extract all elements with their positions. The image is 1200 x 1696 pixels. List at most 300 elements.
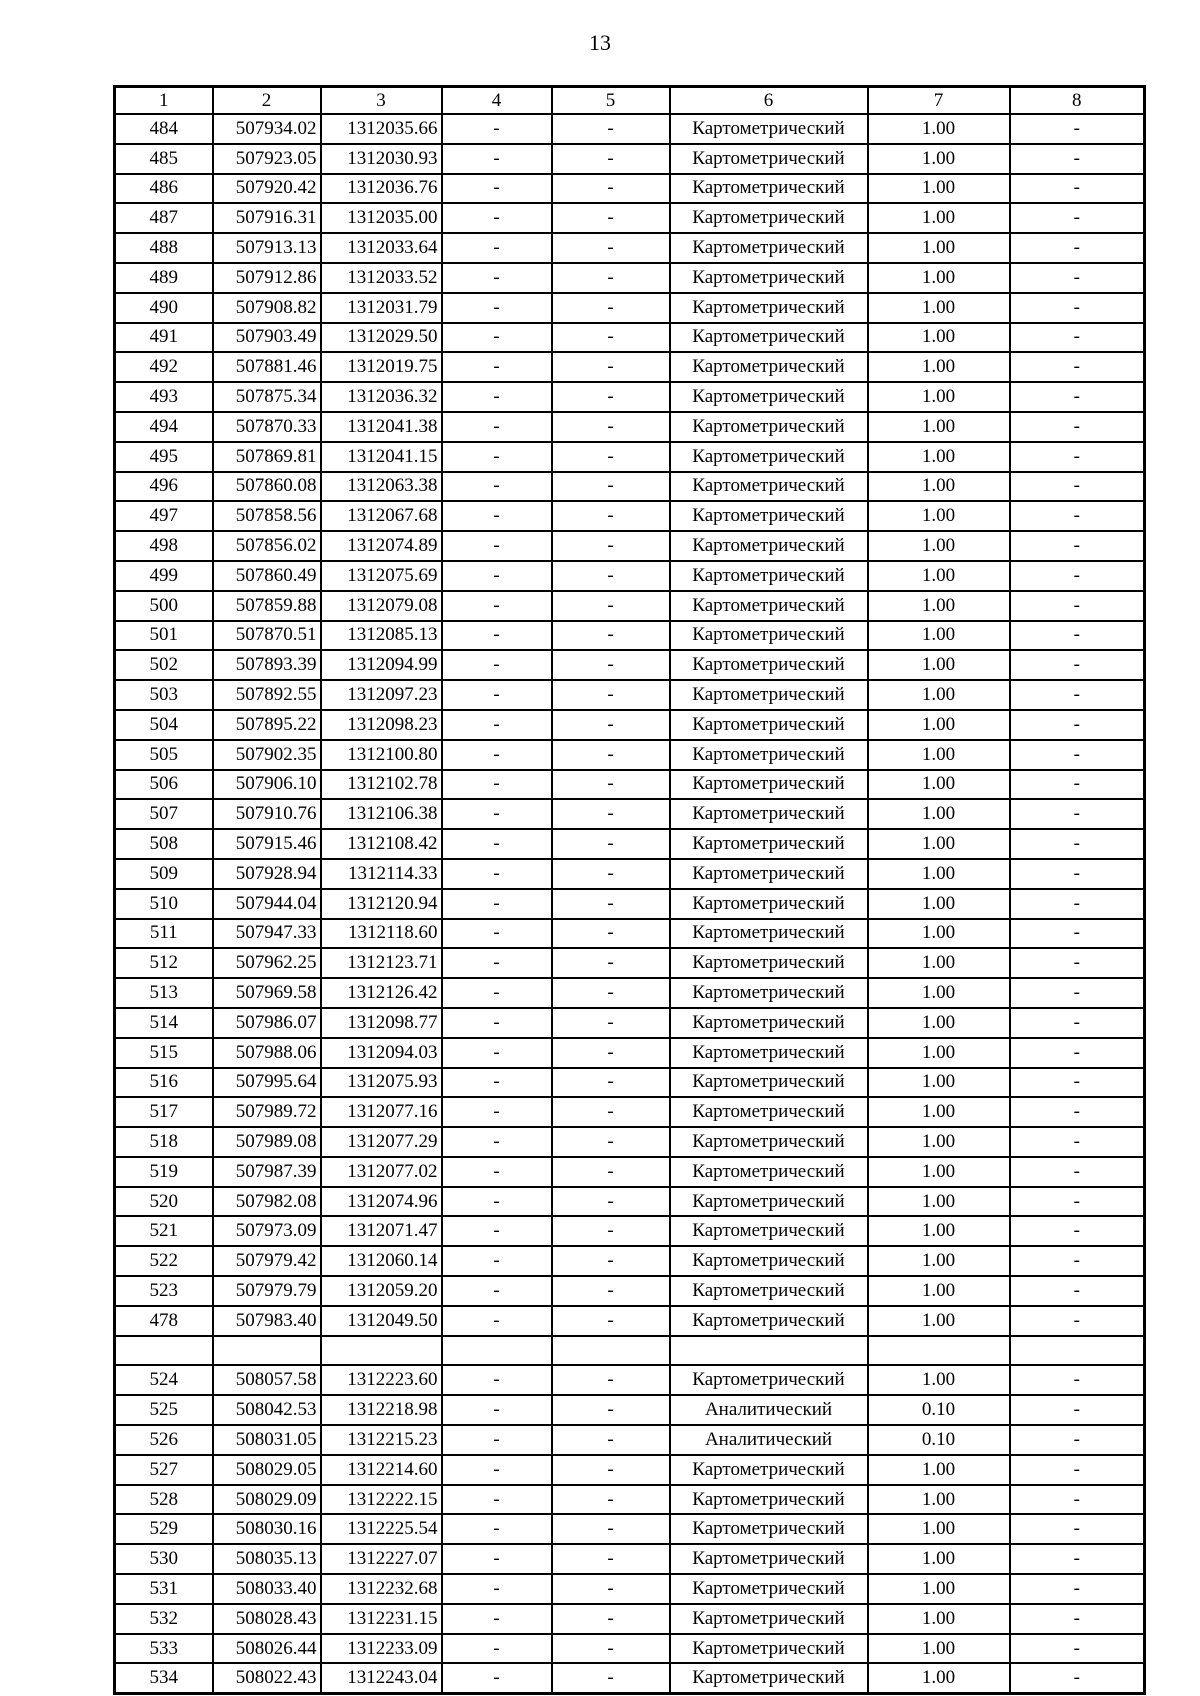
table-row	[115, 1097, 1145, 1127]
accuracy-cell: 1.00	[868, 770, 1010, 800]
method-cell: Картометрический	[670, 1306, 868, 1336]
point-number-cell: 513	[115, 978, 213, 1008]
col8-cell: -	[1010, 1216, 1145, 1246]
col5-cell: -	[552, 531, 670, 561]
point-number-cell: 485	[115, 144, 213, 174]
x-coordinate-cell: 507982.08	[213, 1187, 321, 1217]
col5-cell: -	[552, 1604, 670, 1634]
y-coordinate-cell: 1312035.66	[321, 114, 442, 144]
method-cell: Картометрический	[670, 442, 868, 472]
y-coordinate-cell: 1312075.93	[321, 1068, 442, 1098]
point-number-cell: 499	[115, 561, 213, 591]
col5-cell: -	[552, 1216, 670, 1246]
y-coordinate-cell: 1312227.07	[321, 1544, 442, 1574]
accuracy-cell: 1.00	[868, 1097, 1010, 1127]
col8-cell: -	[1010, 1455, 1145, 1485]
y-coordinate-cell: 1312218.98	[321, 1395, 442, 1425]
x-coordinate-cell: 507979.42	[213, 1246, 321, 1276]
col8-cell: -	[1010, 978, 1145, 1008]
col4-cell: -	[442, 799, 552, 829]
y-coordinate-cell: 1312074.89	[321, 531, 442, 561]
table-row	[115, 1514, 1145, 1544]
col4-cell: -	[442, 174, 552, 204]
accuracy-cell: 0.10	[868, 1395, 1010, 1425]
accuracy-cell: 1.00	[868, 889, 1010, 919]
table-row	[115, 680, 1145, 710]
method-cell: Картометрический	[670, 1038, 868, 1068]
col5-cell: -	[552, 1306, 670, 1336]
point-number-cell: 503	[115, 680, 213, 710]
method-cell: Картометрический	[670, 1008, 868, 1038]
col4-cell: -	[442, 1455, 552, 1485]
method-cell: Картометрический	[670, 978, 868, 1008]
table-row	[115, 382, 1145, 412]
col5-cell: -	[552, 829, 670, 859]
col4-cell: -	[442, 1544, 552, 1574]
col5-cell: -	[552, 680, 670, 710]
accuracy-cell: 1.00	[868, 829, 1010, 859]
point-number-cell: 487	[115, 203, 213, 233]
col8-cell: -	[1010, 948, 1145, 978]
col4-cell: -	[442, 889, 552, 919]
x-coordinate-cell: 507908.82	[213, 293, 321, 323]
method-cell: Картометрический	[670, 174, 868, 204]
accuracy-cell: 1.00	[868, 174, 1010, 204]
col8-cell	[1010, 1336, 1145, 1366]
method-cell: Картометрический	[670, 114, 868, 144]
y-coordinate-cell: 1312106.38	[321, 799, 442, 829]
method-cell: Картометрический	[670, 501, 868, 531]
table-row	[115, 1574, 1145, 1604]
col4-cell: -	[442, 144, 552, 174]
col4-cell: -	[442, 919, 552, 949]
accuracy-cell: 1.00	[868, 978, 1010, 1008]
col8-cell: -	[1010, 1604, 1145, 1634]
accuracy-cell: 1.00	[868, 591, 1010, 621]
col5-cell: -	[552, 323, 670, 353]
x-coordinate-cell: 507920.42	[213, 174, 321, 204]
x-coordinate-cell: 507881.46	[213, 352, 321, 382]
y-coordinate-cell: 1312077.29	[321, 1127, 442, 1157]
method-cell: Картометрический	[670, 144, 868, 174]
y-coordinate-cell: 1312118.60	[321, 919, 442, 949]
x-coordinate-cell	[213, 1336, 321, 1366]
y-coordinate-cell: 1312029.50	[321, 323, 442, 353]
accuracy-cell: 1.00	[868, 323, 1010, 353]
y-coordinate-cell: 1312041.15	[321, 442, 442, 472]
x-coordinate-cell: 507973.09	[213, 1216, 321, 1246]
page-number: 13	[589, 30, 611, 55]
y-coordinate-cell: 1312079.08	[321, 591, 442, 621]
x-coordinate-cell: 508026.44	[213, 1634, 321, 1664]
y-coordinate-cell: 1312094.03	[321, 1038, 442, 1068]
y-coordinate-cell: 1312120.94	[321, 889, 442, 919]
col4-cell: -	[442, 1485, 552, 1515]
y-coordinate-cell: 1312102.78	[321, 770, 442, 800]
method-cell: Картометрический	[670, 740, 868, 770]
table-row	[115, 442, 1145, 472]
table-row	[115, 829, 1145, 859]
col8-cell: -	[1010, 561, 1145, 591]
x-coordinate-cell: 507910.76	[213, 799, 321, 829]
col5-cell: -	[552, 1187, 670, 1217]
x-coordinate-cell: 507906.10	[213, 770, 321, 800]
table-row	[115, 1187, 1145, 1217]
col4-cell: -	[442, 859, 552, 889]
col4-cell: -	[442, 1068, 552, 1098]
col5-cell: -	[552, 203, 670, 233]
col5-cell: -	[552, 889, 670, 919]
y-coordinate-cell: 1312074.96	[321, 1187, 442, 1217]
accuracy-cell: 1.00	[868, 1514, 1010, 1544]
point-number-cell: 533	[115, 1634, 213, 1664]
col4-cell: -	[442, 1514, 552, 1544]
col4-cell: -	[442, 650, 552, 680]
accuracy-cell: 1.00	[868, 710, 1010, 740]
method-cell: Картометрический	[670, 382, 868, 412]
col8-cell: -	[1010, 1634, 1145, 1664]
method-cell: Картометрический	[670, 1216, 868, 1246]
col5-cell: -	[552, 1157, 670, 1187]
col5-cell: -	[552, 621, 670, 651]
col5-cell: -	[552, 859, 670, 889]
col4-cell: -	[442, 203, 552, 233]
x-coordinate-cell: 508029.05	[213, 1455, 321, 1485]
col5-cell: -	[552, 948, 670, 978]
col4-cell: -	[442, 1425, 552, 1455]
col8-cell: -	[1010, 1068, 1145, 1098]
table-row	[115, 561, 1145, 591]
y-coordinate-cell: 1312019.75	[321, 352, 442, 382]
y-coordinate-cell: 1312222.15	[321, 1485, 442, 1515]
accuracy-cell: 1.00	[868, 233, 1010, 263]
point-number-cell: 478	[115, 1306, 213, 1336]
col5-cell: -	[552, 1395, 670, 1425]
col8-cell: -	[1010, 591, 1145, 621]
point-number-cell: 511	[115, 919, 213, 949]
y-coordinate-cell: 1312071.47	[321, 1216, 442, 1246]
col4-cell	[442, 1336, 552, 1366]
x-coordinate-cell: 507859.88	[213, 591, 321, 621]
col5-cell: -	[552, 1663, 670, 1693]
col8-cell: -	[1010, 1365, 1145, 1395]
point-number-cell: 493	[115, 382, 213, 412]
y-coordinate-cell: 1312060.14	[321, 1246, 442, 1276]
column-header: 7	[868, 87, 1010, 115]
col5-cell: -	[552, 1365, 670, 1395]
col5-cell: -	[552, 650, 670, 680]
col5-cell: -	[552, 1008, 670, 1038]
method-cell: Картометрический	[670, 621, 868, 651]
method-cell: Картометрический	[670, 799, 868, 829]
col5-cell: -	[552, 352, 670, 382]
col4-cell: -	[442, 114, 552, 144]
col5-cell: -	[552, 740, 670, 770]
table-row	[115, 323, 1145, 353]
x-coordinate-cell: 507858.56	[213, 501, 321, 531]
col8-cell: -	[1010, 770, 1145, 800]
accuracy-cell: 1.00	[868, 1187, 1010, 1217]
table-row	[115, 621, 1145, 651]
point-number-cell: 524	[115, 1365, 213, 1395]
x-coordinate-cell: 507923.05	[213, 144, 321, 174]
col5-cell: -	[552, 919, 670, 949]
y-coordinate-cell: 1312094.99	[321, 650, 442, 680]
point-number-cell: 529	[115, 1514, 213, 1544]
col8-cell: -	[1010, 233, 1145, 263]
y-coordinate-cell: 1312243.04	[321, 1663, 442, 1693]
col5-cell: -	[552, 233, 670, 263]
x-coordinate-cell: 507903.49	[213, 323, 321, 353]
accuracy-cell: 1.00	[868, 1544, 1010, 1574]
method-cell: Картометрический	[670, 293, 868, 323]
col4-cell: -	[442, 1127, 552, 1157]
accuracy-cell: 1.00	[868, 1604, 1010, 1634]
col8-cell: -	[1010, 889, 1145, 919]
col5-cell: -	[552, 1574, 670, 1604]
col8-cell: -	[1010, 323, 1145, 353]
column-header: 8	[1010, 87, 1145, 115]
accuracy-cell: 1.00	[868, 948, 1010, 978]
col4-cell: -	[442, 1246, 552, 1276]
table-row	[115, 1425, 1145, 1455]
col4-cell: -	[442, 561, 552, 591]
table-row	[115, 233, 1145, 263]
col8-cell: -	[1010, 352, 1145, 382]
table-header-row	[115, 87, 1145, 115]
col4-cell: -	[442, 1008, 552, 1038]
method-cell: Картометрический	[670, 203, 868, 233]
col5-cell: -	[552, 442, 670, 472]
col5-cell: -	[552, 561, 670, 591]
y-coordinate-cell: 1312223.60	[321, 1365, 442, 1395]
point-number-cell: 521	[115, 1216, 213, 1246]
method-cell: Картометрический	[670, 829, 868, 859]
point-number-cell: 491	[115, 323, 213, 353]
table-row	[115, 144, 1145, 174]
y-coordinate-cell: 1312067.68	[321, 501, 442, 531]
accuracy-cell: 0.10	[868, 1425, 1010, 1455]
point-number-cell: 510	[115, 889, 213, 919]
table-row	[115, 1246, 1145, 1276]
point-number-cell: 530	[115, 1544, 213, 1574]
col8-cell: -	[1010, 1276, 1145, 1306]
point-number-cell: 508	[115, 829, 213, 859]
x-coordinate-cell: 507916.31	[213, 203, 321, 233]
x-coordinate-cell: 507928.94	[213, 859, 321, 889]
col8-cell: -	[1010, 1514, 1145, 1544]
col4-cell: -	[442, 770, 552, 800]
x-coordinate-cell: 508057.58	[213, 1365, 321, 1395]
col5-cell: -	[552, 1485, 670, 1515]
y-coordinate-cell: 1312077.16	[321, 1097, 442, 1127]
method-cell: Картометрический	[670, 1187, 868, 1217]
col5-cell: -	[552, 1068, 670, 1098]
method-cell: Картометрический	[670, 1276, 868, 1306]
x-coordinate-cell: 507902.35	[213, 740, 321, 770]
y-coordinate-cell: 1312075.69	[321, 561, 442, 591]
x-coordinate-cell: 507860.49	[213, 561, 321, 591]
y-coordinate-cell	[321, 1336, 442, 1366]
x-coordinate-cell: 507979.79	[213, 1276, 321, 1306]
column-header: 6	[670, 87, 868, 115]
col5-cell: -	[552, 1038, 670, 1068]
y-coordinate-cell: 1312033.64	[321, 233, 442, 263]
table-row	[115, 889, 1145, 919]
table-row	[115, 1604, 1145, 1634]
table-row	[115, 531, 1145, 561]
y-coordinate-cell: 1312036.32	[321, 382, 442, 412]
point-number-cell: 531	[115, 1574, 213, 1604]
col4-cell: -	[442, 948, 552, 978]
table-row	[115, 770, 1145, 800]
col5-cell: -	[552, 591, 670, 621]
y-coordinate-cell: 1312035.00	[321, 203, 442, 233]
accuracy-cell: 1.00	[868, 740, 1010, 770]
col5-cell: -	[552, 1544, 670, 1574]
x-coordinate-cell: 508030.16	[213, 1514, 321, 1544]
accuracy-cell: 1.00	[868, 919, 1010, 949]
table-row	[115, 710, 1145, 740]
x-coordinate-cell: 507947.33	[213, 919, 321, 949]
col8-cell: -	[1010, 1395, 1145, 1425]
table-row	[115, 1068, 1145, 1098]
method-cell: Картометрический	[670, 531, 868, 561]
x-coordinate-cell: 507895.22	[213, 710, 321, 740]
col5-cell: -	[552, 1276, 670, 1306]
point-number-cell: 527	[115, 1455, 213, 1485]
col8-cell: -	[1010, 859, 1145, 889]
method-cell: Картометрический	[670, 1663, 868, 1693]
x-coordinate-cell: 507875.34	[213, 382, 321, 412]
accuracy-cell: 1.00	[868, 114, 1010, 144]
x-coordinate-cell: 508042.53	[213, 1395, 321, 1425]
accuracy-cell: 1.00	[868, 382, 1010, 412]
col8-cell: -	[1010, 144, 1145, 174]
point-number-cell: 512	[115, 948, 213, 978]
col4-cell: -	[442, 680, 552, 710]
method-cell: Картометрический	[670, 1544, 868, 1574]
col8-cell: -	[1010, 650, 1145, 680]
accuracy-cell: 1.00	[868, 1485, 1010, 1515]
y-coordinate-cell: 1312049.50	[321, 1306, 442, 1336]
x-coordinate-cell: 507856.02	[213, 531, 321, 561]
col4-cell: -	[442, 829, 552, 859]
y-coordinate-cell: 1312108.42	[321, 829, 442, 859]
col8-cell: -	[1010, 740, 1145, 770]
col8-cell: -	[1010, 680, 1145, 710]
point-number-cell: 518	[115, 1127, 213, 1157]
x-coordinate-cell: 507870.33	[213, 412, 321, 442]
col8-cell: -	[1010, 114, 1145, 144]
method-cell: Картометрический	[670, 263, 868, 293]
point-number-cell: 522	[115, 1246, 213, 1276]
accuracy-cell: 1.00	[868, 1157, 1010, 1187]
accuracy-cell: 1.00	[868, 501, 1010, 531]
point-number-cell: 486	[115, 174, 213, 204]
accuracy-cell: 1.00	[868, 680, 1010, 710]
x-coordinate-cell: 507892.55	[213, 680, 321, 710]
y-coordinate-cell: 1312232.68	[321, 1574, 442, 1604]
table-row	[115, 174, 1145, 204]
method-cell: Картометрический	[670, 1127, 868, 1157]
point-number-cell: 534	[115, 1663, 213, 1693]
y-coordinate-cell: 1312098.77	[321, 1008, 442, 1038]
table-body	[115, 114, 1145, 1694]
col8-cell: -	[1010, 1187, 1145, 1217]
table-row	[115, 1634, 1145, 1664]
method-cell: Картометрический	[670, 352, 868, 382]
col8-cell: -	[1010, 501, 1145, 531]
table-row	[115, 114, 1145, 144]
method-cell: Картометрический	[670, 1068, 868, 1098]
col8-cell: -	[1010, 1097, 1145, 1127]
col4-cell: -	[442, 501, 552, 531]
col8-cell: -	[1010, 293, 1145, 323]
y-coordinate-cell: 1312114.33	[321, 859, 442, 889]
col8-cell: -	[1010, 1574, 1145, 1604]
method-cell: Картометрический	[670, 323, 868, 353]
point-number-cell: 484	[115, 114, 213, 144]
x-coordinate-cell: 507934.02	[213, 114, 321, 144]
accuracy-cell: 1.00	[868, 561, 1010, 591]
accuracy-cell: 1.00	[868, 799, 1010, 829]
accuracy-cell: 1.00	[868, 1365, 1010, 1395]
table-row	[115, 740, 1145, 770]
column-header: 4	[442, 87, 552, 115]
y-coordinate-cell: 1312059.20	[321, 1276, 442, 1306]
y-coordinate-cell: 1312030.93	[321, 144, 442, 174]
method-cell: Картометрический	[670, 1097, 868, 1127]
table-row	[115, 1038, 1145, 1068]
x-coordinate-cell: 508022.43	[213, 1663, 321, 1693]
x-coordinate-cell: 507962.25	[213, 948, 321, 978]
method-cell: Картометрический	[670, 1574, 868, 1604]
point-number-cell: 520	[115, 1187, 213, 1217]
col4-cell: -	[442, 531, 552, 561]
accuracy-cell: 1.00	[868, 1068, 1010, 1098]
table-row	[115, 1544, 1145, 1574]
x-coordinate-cell: 507983.40	[213, 1306, 321, 1336]
table-row	[115, 948, 1145, 978]
accuracy-cell: 1.00	[868, 352, 1010, 382]
col5-cell: -	[552, 472, 670, 502]
col8-cell: -	[1010, 174, 1145, 204]
col4-cell: -	[442, 1395, 552, 1425]
column-header: 3	[321, 87, 442, 115]
column-header: 2	[213, 87, 321, 115]
col8-cell: -	[1010, 442, 1145, 472]
method-cell: Картометрический	[670, 650, 868, 680]
y-coordinate-cell: 1312126.42	[321, 978, 442, 1008]
col5-cell: -	[552, 1634, 670, 1664]
col8-cell: -	[1010, 1544, 1145, 1574]
method-cell: Картометрический	[670, 233, 868, 263]
col8-cell: -	[1010, 919, 1145, 949]
x-coordinate-cell: 507987.39	[213, 1157, 321, 1187]
table-row	[115, 263, 1145, 293]
point-number-cell: 494	[115, 412, 213, 442]
col5-cell: -	[552, 770, 670, 800]
y-coordinate-cell: 1312077.02	[321, 1157, 442, 1187]
col8-cell: -	[1010, 621, 1145, 651]
column-header: 1	[115, 87, 213, 115]
x-coordinate-cell: 508033.40	[213, 1574, 321, 1604]
col4-cell: -	[442, 293, 552, 323]
point-number-cell: 500	[115, 591, 213, 621]
col5-cell: -	[552, 1455, 670, 1485]
x-coordinate-cell: 507912.86	[213, 263, 321, 293]
